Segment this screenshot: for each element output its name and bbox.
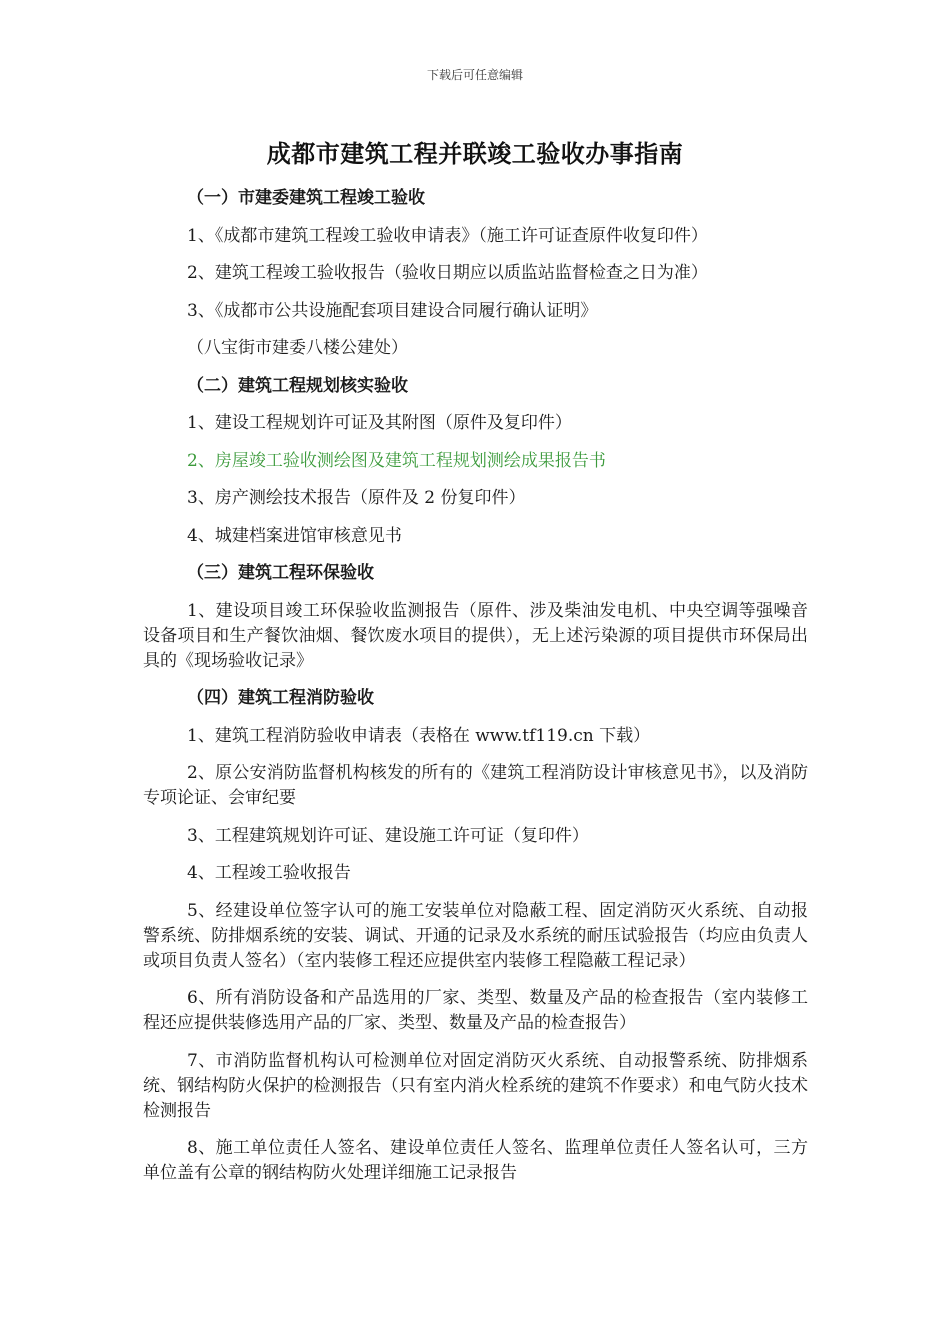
section-heading-3: （三）建筑工程环保验收: [187, 563, 374, 583]
list-item: 7、市消防监督机构认可检测单位对固定消防灭火系统、自动报警系统、防排烟系统、钢结构防火保护的检测报告（只有室内消火栓系统的建筑不作要求）和电气防火技术检测报告: [143, 1050, 808, 1121]
list-item: 4、工程竣工验收报告: [187, 863, 351, 883]
list-item: 1、建设工程规划许可证及其附图（原件及复印件）: [187, 413, 572, 433]
list-item: 2、建筑工程竣工验收报告（验收日期应以质监站监督检查之日为准）: [187, 263, 708, 283]
list-item: 1、《成都市建筑工程竣工验收申请表》（施工许可证查原件收复印件）: [187, 225, 708, 246]
list-item-highlighted: 2、房屋竣工验收测绘图及建筑工程规划测绘成果报告书: [187, 450, 606, 471]
list-item: 4、城建档案进馆审核意见书: [187, 525, 402, 546]
list-item: 3、工程建筑规划许可证、建设施工许可证（复印件）: [187, 825, 589, 846]
document-title: 成都市建筑工程并联竣工验收办事指南: [266, 140, 684, 168]
list-item: 2、原公安消防监督机构核发的所有的《建筑工程消防设计审核意见书》，以及消防专项论证、会审纪要: [143, 763, 808, 808]
section-heading-1: （一）市建委建筑工程竣工验收: [187, 188, 425, 208]
list-item: 6、所有消防设备和产品选用的厂家、类型、数量及产品的检查报告（室内装修工程还应提供装修选用产品的厂家、类型、数量及产品的检查报告）: [143, 988, 808, 1033]
list-item: 8、施工单位责任人签名、建设单位责任人签名、监理单位责任人签名认可，三方单位盖有公章的钢结构防火处理详细施工记录报告: [143, 1138, 808, 1183]
list-item: 3、《成都市公共设施配套项目建设合同履行确认证明》: [187, 300, 598, 321]
header-note: 下载后可任意编辑: [426, 68, 523, 82]
list-item: 1、建设项目竣工环保验收监测报告（原件、涉及柴油发电机、中央空调等强噪音设备项目和生产餐饮油烟、餐饮废水项目的提供），无上述污染源的项目提供市环保局出具的《现场验收记录》: [143, 600, 808, 671]
section-note: （八宝街市建委八楼公建处）: [187, 338, 408, 358]
document-body: [143, 186, 808, 1199]
section-heading-2: （二）建筑工程规划核实验收: [187, 375, 408, 396]
list-item: 5、经建设单位签字认可的施工安装单位对隐蔽工程、固定消防灭火系统、自动报警系统、防排烟系统的安装、调试、开通的记录及水系统的耐压试验报告（均应由负责人或项目负责人签名）（室内装修工程还应提供室内装修工程隐蔽工程记录）: [143, 900, 808, 971]
list-item: 3、房产测绘技术报告（原件及 2 份复印件）: [187, 488, 526, 508]
list-item: 1、建筑工程消防验收申请表（表格在 www.tf119.cn 下载）: [187, 725, 651, 746]
section-heading-4: （四）建筑工程消防验收: [187, 688, 374, 708]
